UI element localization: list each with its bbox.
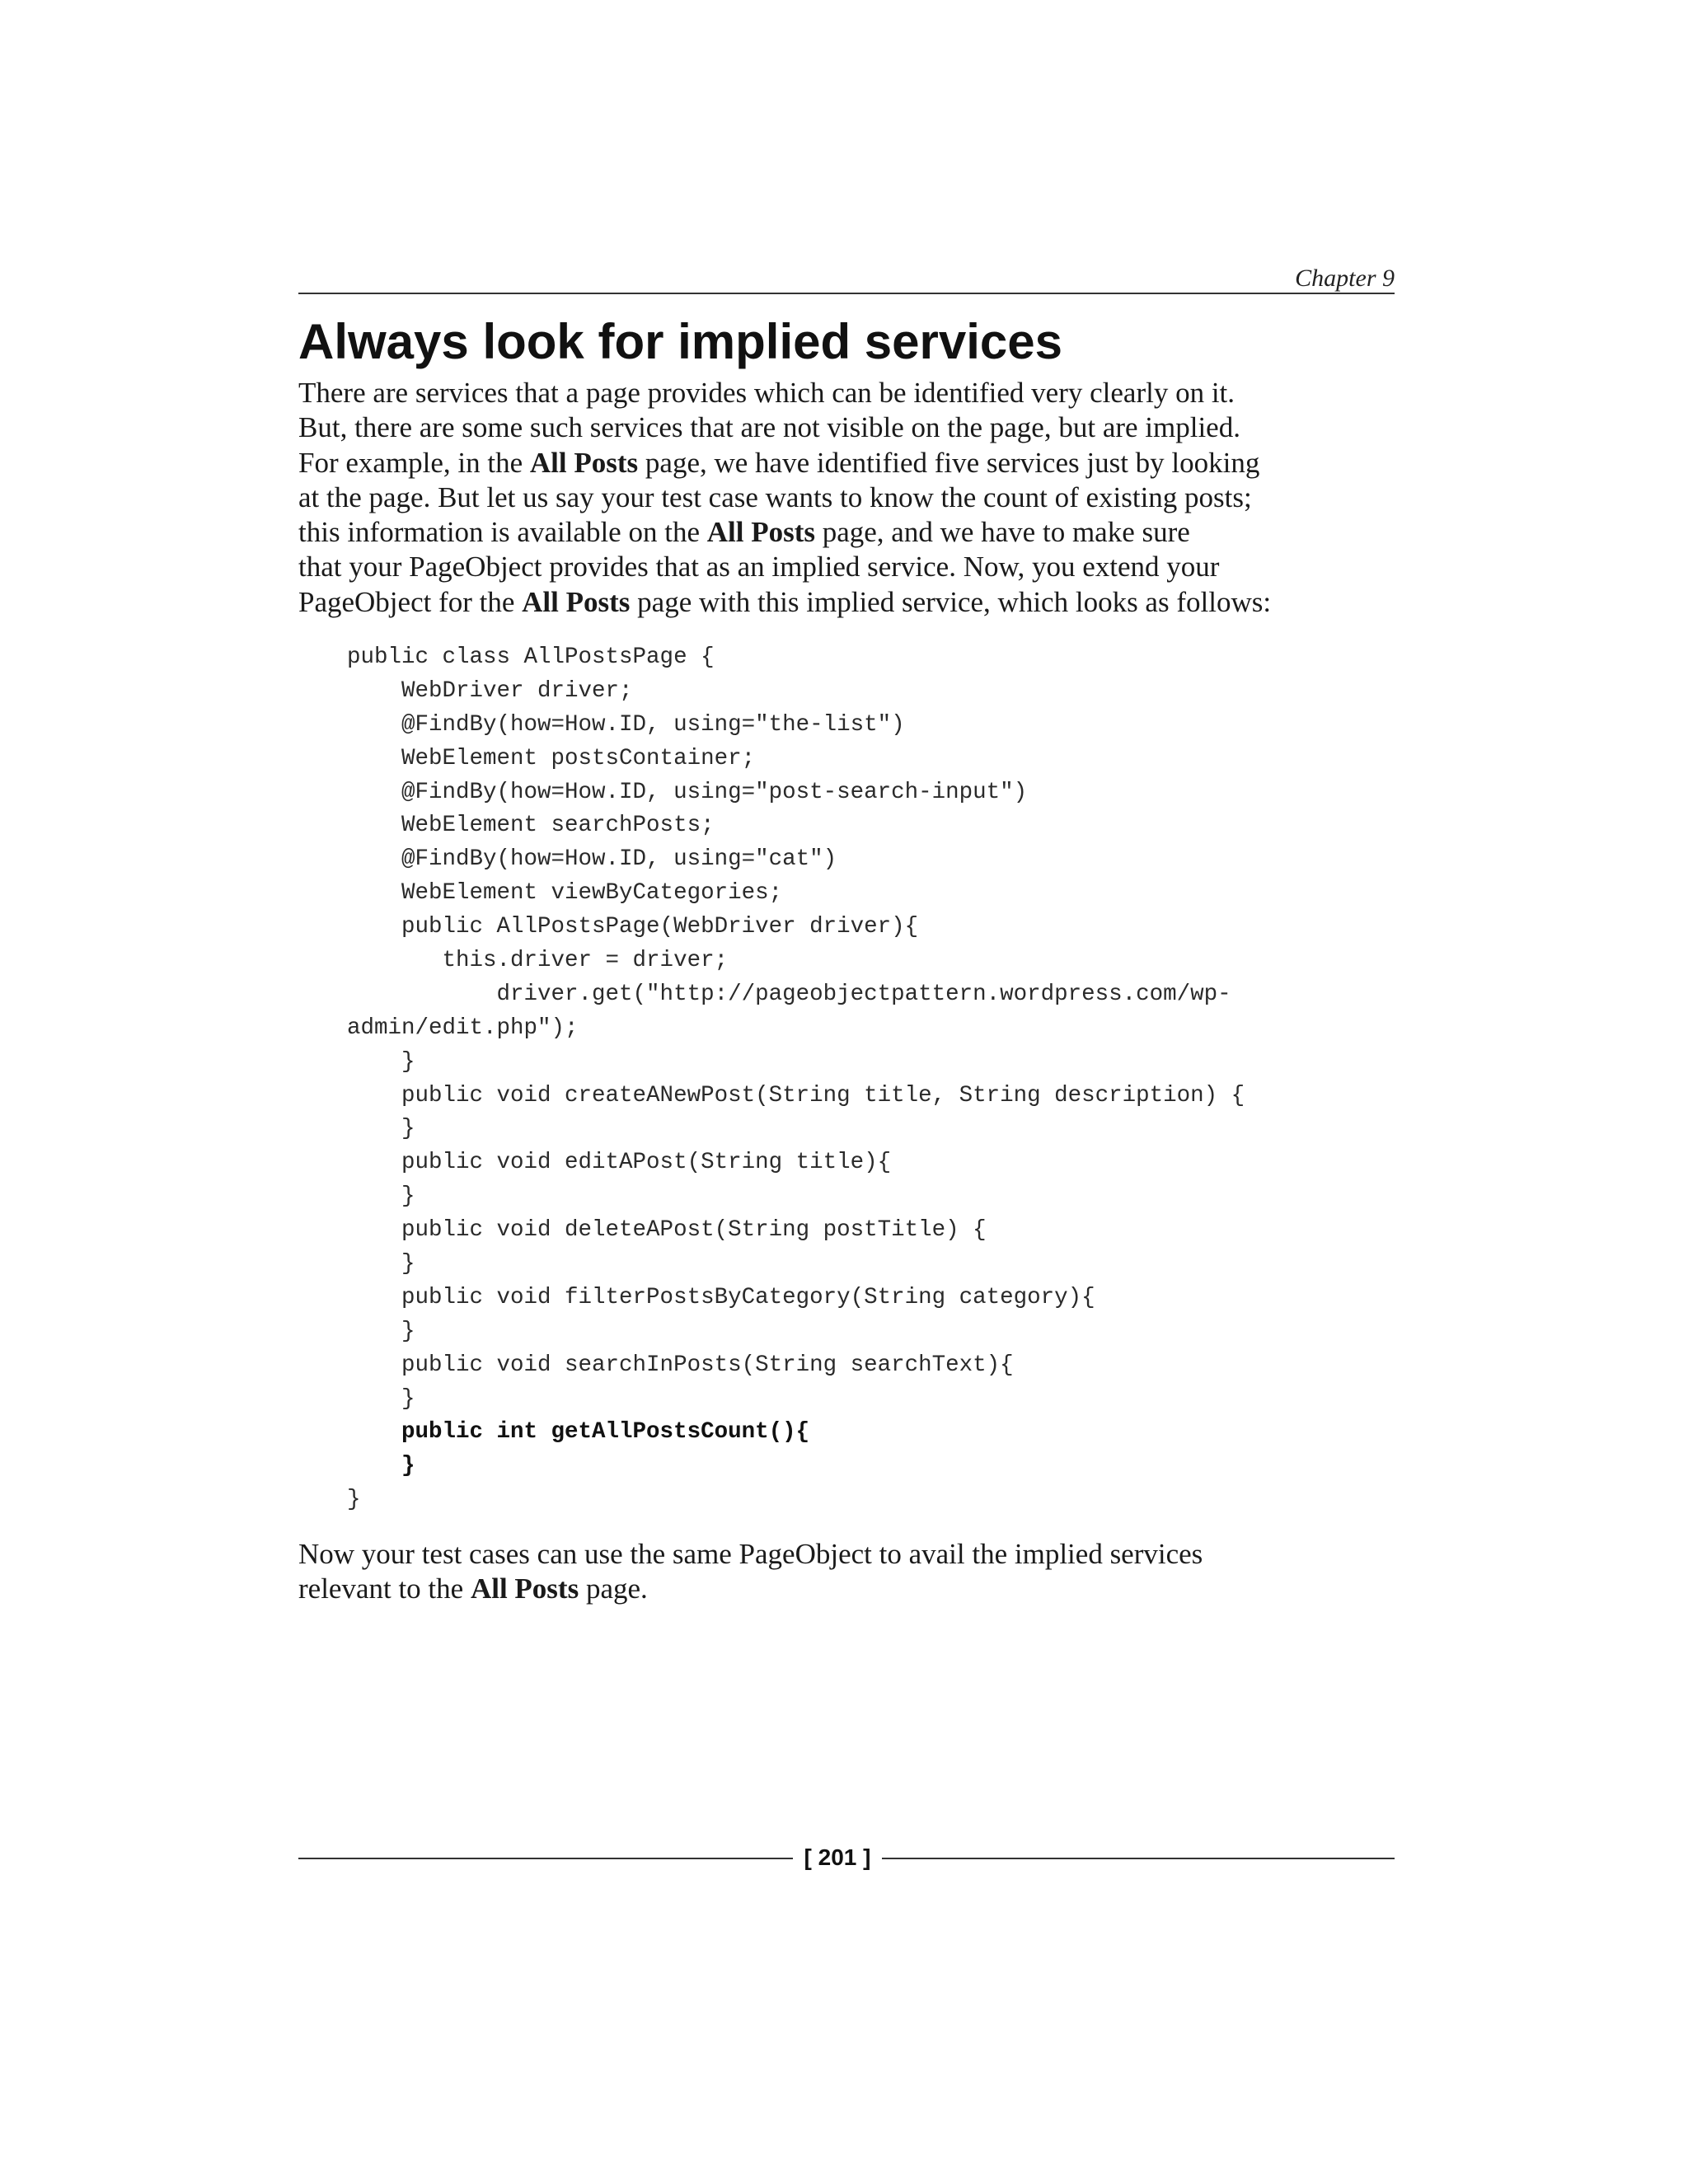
code-line: public class AllPostsPage { (347, 644, 715, 670)
code-line: public void searchInPosts(String searchText){ (347, 1352, 1014, 1378)
code-line: WebDriver driver; (347, 677, 633, 704)
text-run: page. (579, 1572, 648, 1605)
text-run: PageObject for the (298, 585, 523, 618)
code-line: WebElement searchPosts; (347, 813, 715, 839)
paragraph-line: at the page. But let us say your test case wants to know the count of existing posts; (298, 480, 1252, 513)
code-line: public void editAPost(String title){ (347, 1150, 892, 1176)
paragraph-line: But, there are some such services that are not visible on the page, but are implied. (298, 411, 1240, 444)
paragraph-line: Now your test cases can use the same PageObject to avail the implied services (298, 1538, 1203, 1570)
text-run: page with this implied service, which looks as follows: (630, 585, 1272, 618)
code-line: this.driver = driver; (347, 948, 729, 974)
footer-rule-left (298, 1858, 793, 1859)
paragraph-line (298, 515, 1395, 550)
text-run: this information is available on the (298, 516, 707, 549)
code-line: @FindBy(how=How.ID, using="cat") (347, 846, 837, 873)
paragraph-line: There are services that a page provides which can be identified very clearly on it. (298, 377, 1236, 409)
code-line: } (347, 1183, 415, 1210)
code-line: public void filterPostsByCategory(String category){ (347, 1284, 1095, 1310)
code-line: WebElement postsContainer; (347, 745, 756, 771)
code-line: } (347, 1487, 361, 1513)
code-line-highlighted: public int getAllPostsCount(){ (347, 1419, 810, 1446)
page-number: [ 201 ] (804, 1844, 871, 1870)
all-posts-term: All Posts (529, 446, 639, 479)
code-line: @FindBy(how=How.ID, using="post-search-input") (347, 779, 1028, 805)
text-run: page, we have identified five services just by looking (638, 446, 1260, 479)
code-line: @FindBy(how=How.ID, using="the-list") (347, 711, 905, 738)
code-line: } (347, 1318, 415, 1344)
code-line-highlighted: } (347, 1453, 415, 1479)
all-posts-term: All Posts (470, 1572, 579, 1605)
paragraph-line (298, 585, 1395, 620)
text-run: relevant to the (298, 1572, 471, 1605)
section-title: Always look for implied services (298, 314, 1063, 369)
paragraph-line: that your PageObject provides that as an implied service. Now, you extend your (298, 551, 1220, 583)
code-line: } (347, 1251, 415, 1277)
code-line: driver.get("http://pageobjectpattern.wordpress.com/wp- (347, 981, 1231, 1007)
all-posts-term: All Posts (706, 516, 815, 549)
code-line: public void createANewPost(String title, String description) { (347, 1082, 1245, 1108)
code-line: } (347, 1116, 415, 1142)
code-line: } (347, 1048, 415, 1075)
text-run: For example, in the (298, 446, 530, 479)
code-line: } (347, 1385, 415, 1412)
code-line: WebElement viewByCategories; (347, 880, 783, 907)
intro-paragraph (298, 376, 1395, 620)
code-line: admin/edit.php"); (347, 1015, 579, 1041)
closing-paragraph (298, 1537, 1395, 1607)
header-rule (298, 293, 1395, 294)
paragraph-line (298, 1572, 1395, 1606)
paragraph-line (298, 446, 1395, 480)
footer-rule-right (882, 1858, 1395, 1859)
all-posts-term: All Posts (522, 585, 631, 618)
code-line: public AllPostsPage(WebDriver driver){ (347, 914, 919, 940)
text-run: page, and we have to make sure (814, 516, 1190, 549)
code-line: public void deleteAPost(String postTitle) { (347, 1217, 987, 1244)
running-head: Chapter 9 (1295, 265, 1395, 292)
code-listing (347, 641, 1394, 1517)
